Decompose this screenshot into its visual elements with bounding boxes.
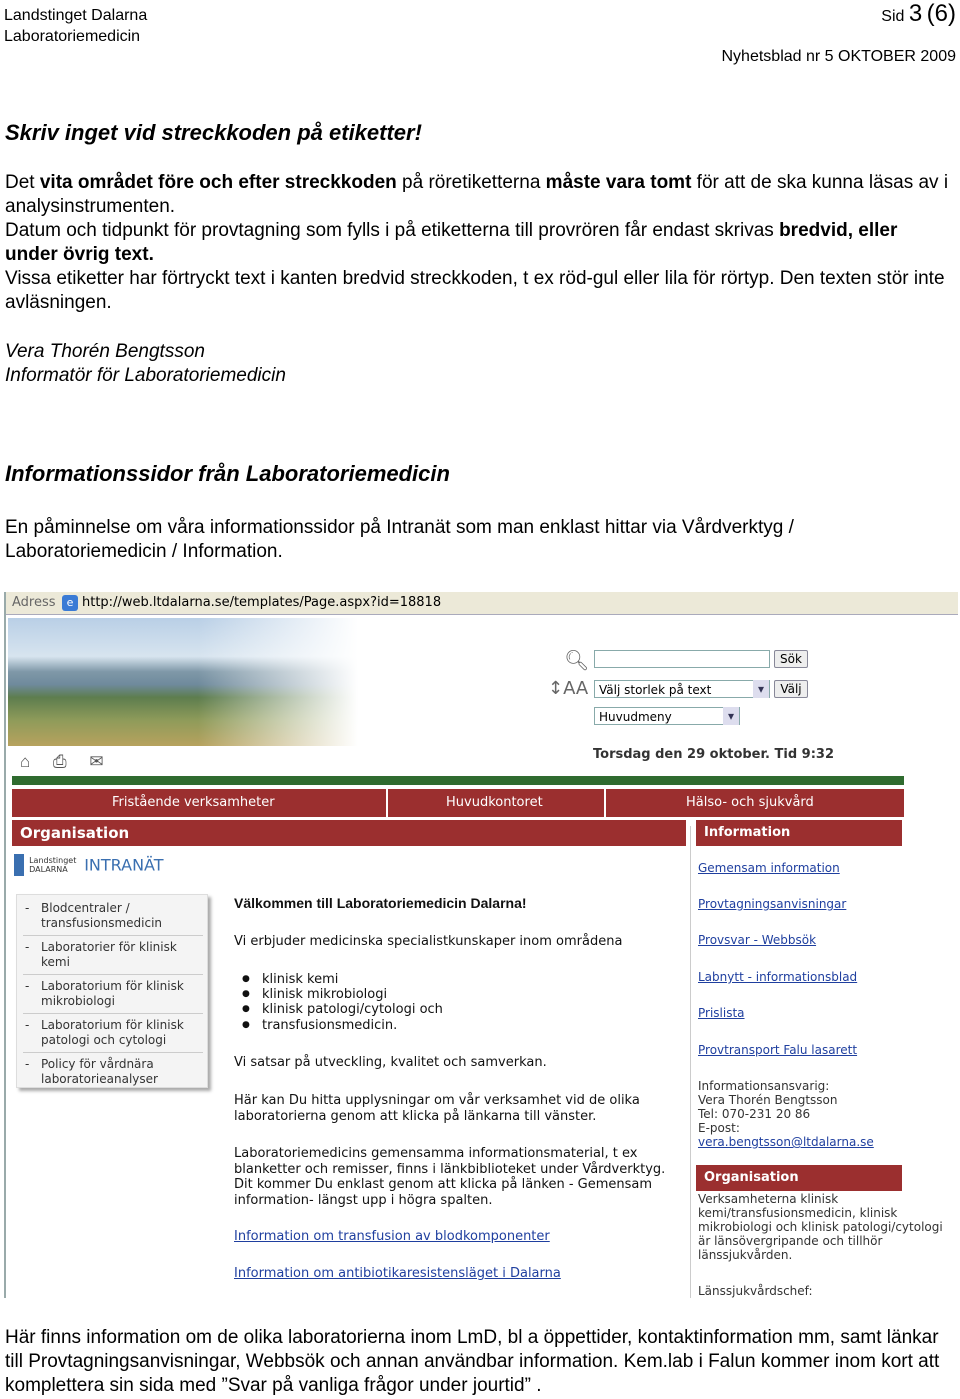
logo-small-text: Landstinget DALARNA	[29, 856, 77, 874]
green-divider	[12, 776, 904, 785]
left-menu-item-policy[interactable]: - Policy för vårdnära laboratorieanalyser	[25, 1057, 205, 1087]
common-info-text: Laboratoriemedicins gemensamma informationsmaterial, t ex blanketter och remisser, finns i länkbiblioteket under Vårdverktyg. Dit kommer Du enklast genom att klicka på länken - Gemensam information- längst upp i högra spalten.	[234, 1146, 666, 1208]
transfusion-link[interactable]: Information om transfusion av blodkomponenter	[234, 1229, 550, 1244]
section1-paragraph3: Vissa etiketter har förtryckt text i kanten bredvid streckkoden, t ex röd-gul eller lila för rörtyp. Den texten stör inte avläsningen.	[5, 268, 945, 313]
area-item: ● klinisk kemi	[262, 972, 338, 988]
nav-item-head-office[interactable]: Huvudkontoret	[446, 795, 543, 810]
area-item: ● klinisk mikrobiologi	[262, 987, 387, 1003]
responsible-name: Vera Thorén Bengtsson	[698, 1093, 838, 1107]
mail-icon[interactable]: ✉	[89, 752, 104, 771]
intranet-logo	[14, 854, 164, 876]
page-number	[881, 0, 956, 28]
organisation-text: Verksamheterna klinisk kemi/transfusionsmedicin, klinisk mikrobiologi och klinisk patologi/cytologi är länsövergripande och tillhör länssjukvården.	[698, 1192, 943, 1262]
left-header: Organisation	[12, 820, 686, 846]
address-url[interactable]: http://web.ltdalarna.se/templates/Page.aspx?id=18818	[82, 595, 442, 610]
page-total: (6)	[926, 0, 956, 27]
signature-role: Informatör för Laboratoriemedicin	[5, 365, 286, 386]
footer-paragraph: Här finns information om de olika laboratorierna inom LmD, bl a öppettider, kontaktinformation mm, samt länkar till Provtagningsanvisningar, Webbsök och annan användbar information. Kem.lab i Falun kommer inom kort att komplettera sin sida med ”Svar på vanliga frågor under jourtid” .	[5, 1327, 940, 1396]
page-prefix: Sid	[881, 8, 905, 25]
logo-mark-icon	[14, 854, 24, 876]
text-size-icon: ↕AA	[548, 678, 589, 699]
responsible-email-link[interactable]: vera.bengtsson@ltdalarna.se	[698, 1135, 874, 1149]
section1-paragraph1: Det vita området före och efter streckkoden på röretiketterna måste vara tomt för att de ska kunna läsas av i analysinstrumenten.	[5, 172, 949, 217]
organisation-header: Organisation	[696, 1165, 902, 1191]
text-size-select[interactable]: Välj storlek på text ▾	[594, 680, 770, 698]
home-icon[interactable]: ⌂	[20, 752, 31, 771]
search-button[interactable]: Sök	[774, 650, 808, 668]
antibiotic-link[interactable]: Information om antibiotikaresistensläget i Dalarna	[234, 1266, 561, 1281]
responsible-email-label: E-post:	[698, 1121, 740, 1135]
print-icon[interactable]: ⎙	[53, 752, 67, 771]
browser-icon: e	[62, 595, 78, 611]
responsible-label: Informationsansvarig:	[698, 1079, 830, 1093]
area-item: ● klinisk patologi/cytologi och	[262, 1002, 443, 1018]
page-num: 3	[908, 0, 923, 27]
right-link-sampling[interactable]: Provtagningsanvisningar	[698, 897, 847, 911]
left-menu-item-blood[interactable]: - Blodcentraler / transfusionsmedicin	[25, 901, 205, 931]
right-link-transport[interactable]: Provtransport Falu lasarett	[698, 1043, 858, 1057]
right-link-pricelist[interactable]: Prislista	[698, 1006, 745, 1020]
intranet-screenshot	[4, 592, 958, 1298]
focus-text: Vi satsar på utveckling, kvalitet och samverkan.	[234, 1055, 547, 1070]
find-info-text: Här kan Du hitta upplysningar om vår verksamhet vid de olika laboratorierna genom att klicka på länkarna till vänster.	[234, 1093, 640, 1124]
search-input[interactable]	[594, 650, 770, 668]
top-navigation	[12, 789, 904, 817]
area-item-continued: ● transfusionsmedicin.	[262, 1018, 397, 1034]
logo-text: INTRANÄT	[84, 855, 164, 875]
main-menu-select[interactable]: Huvudmeny ▾	[594, 707, 740, 725]
section1-paragraph2: Datum och tidpunkt för provtagning som fylls i på etiketterna till provrören får endast skrivas bredvid, eller under övrig text.	[5, 220, 898, 265]
signature-name: Vera Thorén Bengtsson	[5, 341, 205, 362]
section2-intro: En påminnelse om våra informationssidor på Intranät som man enklast hittar via Vårdverktyg / Laboratoriemedicin / Information.	[5, 517, 794, 562]
right-header: Information	[696, 820, 902, 846]
welcome-heading: Välkommen till Laboratoriemedicin Dalarna!	[234, 895, 527, 911]
newsletter-label: Nyhetsblad nr 5 OKTOBER 2009	[721, 48, 956, 65]
right-link-labnytt[interactable]: Labnytt - informationsblad	[698, 970, 858, 984]
offer-text: Vi erbjuder medicinska specialistkunskaper inom områdena	[234, 934, 623, 949]
left-menu-item-chemistry[interactable]: - Laboratorier för klinisk kemi	[25, 940, 205, 970]
nav-item-independent[interactable]: Fristående verksamheter	[112, 795, 275, 810]
nav-item-healthcare[interactable]: Hälso- och sjukvård	[686, 795, 814, 810]
responsible-tel: Tel: 070-231 20 86	[698, 1107, 811, 1121]
toolbar-icons	[20, 752, 104, 772]
right-link-common[interactable]: Gemensam information	[698, 861, 840, 875]
section1-title: Skriv inget vid streckkoden på etiketter!	[5, 120, 422, 145]
left-menu-item-pathology[interactable]: - Laboratorium för klinisk patologi och cytologi	[25, 1018, 205, 1048]
date-line: Torsdag den 29 oktober. Tid 9:32	[593, 747, 835, 762]
left-menu-item-microbiology[interactable]: - Laboratorium för klinisk mikrobiologi	[25, 979, 205, 1009]
search-icon: 🔍︎	[564, 650, 590, 672]
site-banner	[8, 618, 956, 746]
header-org: Landstinget Dalarna	[4, 7, 148, 24]
landscape-image	[8, 618, 358, 746]
header-dept: Laboratoriemedicin	[4, 28, 141, 45]
choose-button[interactable]: Välj	[774, 680, 808, 698]
section2-title: Informationssidor från Laboratoriemedicin	[5, 461, 450, 486]
address-bar	[6, 592, 958, 615]
chief-label: Länssjukvårdschef:	[698, 1284, 813, 1298]
right-link-websearch[interactable]: Provsvar - Webbsök	[698, 933, 817, 947]
address-label: Adress	[12, 595, 56, 610]
left-menu	[16, 894, 208, 1088]
